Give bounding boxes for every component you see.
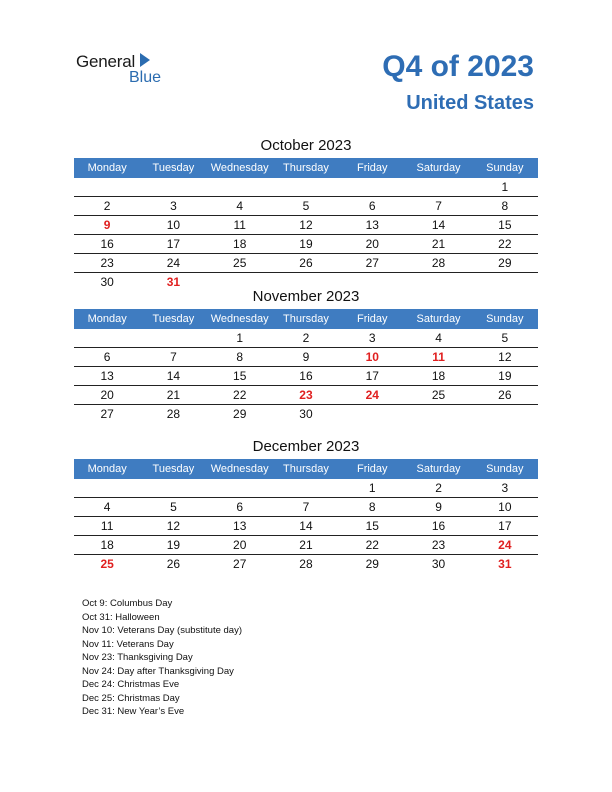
day-cell: 21 xyxy=(299,538,313,552)
week-row xyxy=(74,479,538,498)
day-cell: 23 xyxy=(100,256,114,270)
month-title: December 2023 xyxy=(252,438,360,455)
day-cell: 26 xyxy=(498,388,512,402)
day-cell: 2 xyxy=(302,331,310,345)
weekday-header xyxy=(74,158,538,178)
weekday-label: Friday xyxy=(356,463,388,475)
day-cell: 13 xyxy=(100,369,114,383)
day-cell: 31 xyxy=(166,275,181,289)
day-cell: 9 xyxy=(103,218,111,232)
day-cell xyxy=(405,178,471,196)
day-cell: 20 xyxy=(233,538,247,552)
month-december xyxy=(74,436,538,573)
day-cell: 23 xyxy=(431,538,446,552)
day-cell: 20 xyxy=(365,237,379,251)
page-title: Q4 of 2023 xyxy=(382,50,534,83)
day-cell xyxy=(273,479,339,497)
weekday-label: Friday xyxy=(356,313,388,325)
day-cell: 1 xyxy=(368,481,376,495)
week-rows xyxy=(74,329,538,423)
weekday-label: Wednesday xyxy=(210,313,269,325)
day-cell: 23 xyxy=(299,388,313,402)
weekday-label: Sunday xyxy=(486,162,524,174)
day-cell: 28 xyxy=(166,407,181,421)
week-row xyxy=(74,386,538,405)
week-row xyxy=(74,197,538,216)
day-cell: 14 xyxy=(299,519,313,533)
day-cell xyxy=(339,405,405,423)
week-row xyxy=(74,517,538,536)
holiday-item: Oct 9: Columbus Day xyxy=(82,598,173,609)
day-cell: 2 xyxy=(103,199,111,213)
day-cell: 30 xyxy=(100,275,114,289)
day-cell: 2 xyxy=(435,481,442,495)
logo-blue-text: Blue xyxy=(129,69,162,86)
day-cell: 8 xyxy=(236,350,244,364)
day-cell: 31 xyxy=(498,557,512,571)
month-november xyxy=(74,286,538,423)
holiday-item: Nov 10: Veterans Day (substitute day) xyxy=(82,625,242,636)
day-cell xyxy=(74,329,140,347)
day-cell: 18 xyxy=(431,369,446,383)
day-cell: 5 xyxy=(302,199,310,213)
month-title: November 2023 xyxy=(252,288,360,305)
weekday-label: Thursday xyxy=(283,313,329,325)
day-cell: 16 xyxy=(100,237,114,251)
day-cell: 10 xyxy=(166,218,181,232)
week-row xyxy=(74,254,538,273)
day-cell: 21 xyxy=(431,237,446,251)
day-cell: 9 xyxy=(302,350,310,364)
day-cell: 17 xyxy=(365,369,379,383)
day-cell xyxy=(405,405,471,423)
weekday-header xyxy=(74,309,538,329)
day-cell xyxy=(339,178,405,196)
week-row xyxy=(74,348,538,367)
day-cell: 15 xyxy=(498,218,512,232)
week-row xyxy=(74,178,538,197)
weekday-label: Friday xyxy=(356,162,388,174)
day-cell: 15 xyxy=(233,369,247,383)
weekday-label: Tuesday xyxy=(152,463,195,475)
weekday-label: Saturday xyxy=(416,162,461,174)
day-cell: 15 xyxy=(365,519,379,533)
day-cell: 18 xyxy=(233,237,247,251)
day-cell: 26 xyxy=(166,557,181,571)
day-cell: 13 xyxy=(233,519,247,533)
day-cell: 5 xyxy=(501,331,509,345)
country-name: United States xyxy=(406,92,534,114)
day-cell: 3 xyxy=(501,481,509,495)
day-cell xyxy=(74,178,140,196)
day-cell: 6 xyxy=(103,350,111,364)
day-cell: 25 xyxy=(233,256,247,270)
day-cell: 27 xyxy=(233,557,247,571)
day-cell: 11 xyxy=(100,519,114,533)
day-cell: 29 xyxy=(365,557,379,571)
day-cell: 29 xyxy=(498,256,512,270)
weekday-label: Thursday xyxy=(283,463,329,475)
day-cell: 1 xyxy=(501,180,509,194)
week-row xyxy=(74,367,538,386)
weekday-label: Monday xyxy=(87,313,127,325)
weekday-header xyxy=(74,459,538,479)
day-cell: 3 xyxy=(368,331,376,345)
weekday-label: Tuesday xyxy=(152,162,195,174)
day-cell: 28 xyxy=(299,557,313,571)
day-cell: 22 xyxy=(365,538,379,552)
holiday-item: Nov 24: Day after Thanksgiving Day xyxy=(82,665,234,677)
day-cell xyxy=(207,479,273,497)
day-cell: 5 xyxy=(170,500,177,514)
day-cell: 24 xyxy=(365,388,379,402)
logo-triangle-icon xyxy=(140,53,150,67)
week-rows xyxy=(74,479,538,573)
day-cell: 16 xyxy=(431,519,446,533)
day-cell: 11 xyxy=(233,218,246,232)
day-cell: 7 xyxy=(302,500,310,514)
week-row xyxy=(74,235,538,254)
day-cell: 19 xyxy=(166,538,181,552)
weekday-label: Sunday xyxy=(486,463,524,475)
week-row xyxy=(74,555,538,573)
day-cell xyxy=(74,479,140,497)
day-cell: 24 xyxy=(498,538,512,552)
week-rows xyxy=(74,178,538,291)
day-cell: 7 xyxy=(170,350,177,364)
day-cell: 13 xyxy=(365,218,379,232)
week-row xyxy=(74,216,538,235)
holiday-item: Dec 31: New Year’s Eve xyxy=(82,706,185,717)
day-cell: 25 xyxy=(431,388,446,402)
day-cell: 22 xyxy=(498,237,512,251)
day-cell: 19 xyxy=(299,237,313,251)
holiday-item: Dec 25: Christmas Day xyxy=(82,692,180,704)
week-row xyxy=(74,536,538,555)
holiday-list xyxy=(82,597,242,719)
day-cell: 7 xyxy=(435,199,442,213)
day-cell: 4 xyxy=(236,199,244,213)
day-cell: 14 xyxy=(166,369,181,383)
week-row xyxy=(74,405,538,423)
day-cell: 27 xyxy=(100,407,114,421)
day-cell: 12 xyxy=(166,519,181,533)
day-cell: 28 xyxy=(431,256,446,270)
day-cell: 8 xyxy=(501,199,509,213)
weekday-label: Thursday xyxy=(283,162,329,174)
weekday-label: Sunday xyxy=(486,313,524,325)
month-title: October 2023 xyxy=(260,137,352,154)
weekday-label: Monday xyxy=(87,162,127,174)
day-cell xyxy=(472,405,538,423)
day-cell: 27 xyxy=(365,256,379,270)
day-cell xyxy=(207,178,273,196)
day-cell: 22 xyxy=(233,388,247,402)
day-cell xyxy=(140,329,206,347)
logo-general-text: General xyxy=(76,52,136,71)
holiday-item: Dec 24: Christmas Eve xyxy=(82,679,180,690)
day-cell: 17 xyxy=(166,237,181,251)
day-cell: 26 xyxy=(299,256,313,270)
day-cell: 17 xyxy=(498,519,512,533)
weekday-label: Wednesday xyxy=(210,162,269,174)
day-cell: 12 xyxy=(498,350,512,364)
day-cell: 20 xyxy=(100,388,114,402)
day-cell: 3 xyxy=(170,199,177,213)
week-row xyxy=(74,329,538,348)
day-cell: 30 xyxy=(299,407,313,421)
day-cell xyxy=(140,479,206,497)
day-cell: 4 xyxy=(103,500,111,514)
week-row xyxy=(74,498,538,517)
weekday-label: Saturday xyxy=(416,313,461,325)
day-cell xyxy=(140,178,206,196)
holiday-item: Nov 11: Veterans Day xyxy=(82,638,174,650)
day-cell: 1 xyxy=(236,331,244,345)
day-cell: 21 xyxy=(166,388,181,402)
day-cell: 6 xyxy=(236,500,244,514)
day-cell: 24 xyxy=(166,256,181,270)
month-october xyxy=(74,135,538,291)
day-cell: 4 xyxy=(435,331,442,345)
day-cell: 9 xyxy=(435,500,442,514)
holiday-item: Oct 31: Halloween xyxy=(82,611,160,623)
holiday-item: Nov 23: Thanksgiving Day xyxy=(82,652,193,663)
day-cell: 19 xyxy=(498,369,512,383)
day-cell: 10 xyxy=(498,500,512,514)
day-cell: 25 xyxy=(100,557,114,571)
weekday-label: Wednesday xyxy=(210,463,269,475)
day-cell: 16 xyxy=(299,369,313,383)
day-cell: 10 xyxy=(365,350,379,364)
day-cell: 29 xyxy=(233,407,247,421)
weekday-label: Saturday xyxy=(416,463,461,475)
day-cell: 8 xyxy=(368,500,376,514)
day-cell xyxy=(273,178,339,196)
day-cell: 12 xyxy=(299,218,313,232)
day-cell: 30 xyxy=(431,557,446,571)
day-cell: 14 xyxy=(431,218,446,232)
weekday-label: Monday xyxy=(87,463,127,475)
weekday-label: Tuesday xyxy=(152,313,195,325)
day-cell: 18 xyxy=(100,538,114,552)
day-cell: 6 xyxy=(368,199,376,213)
day-cell: 11 xyxy=(432,350,445,364)
